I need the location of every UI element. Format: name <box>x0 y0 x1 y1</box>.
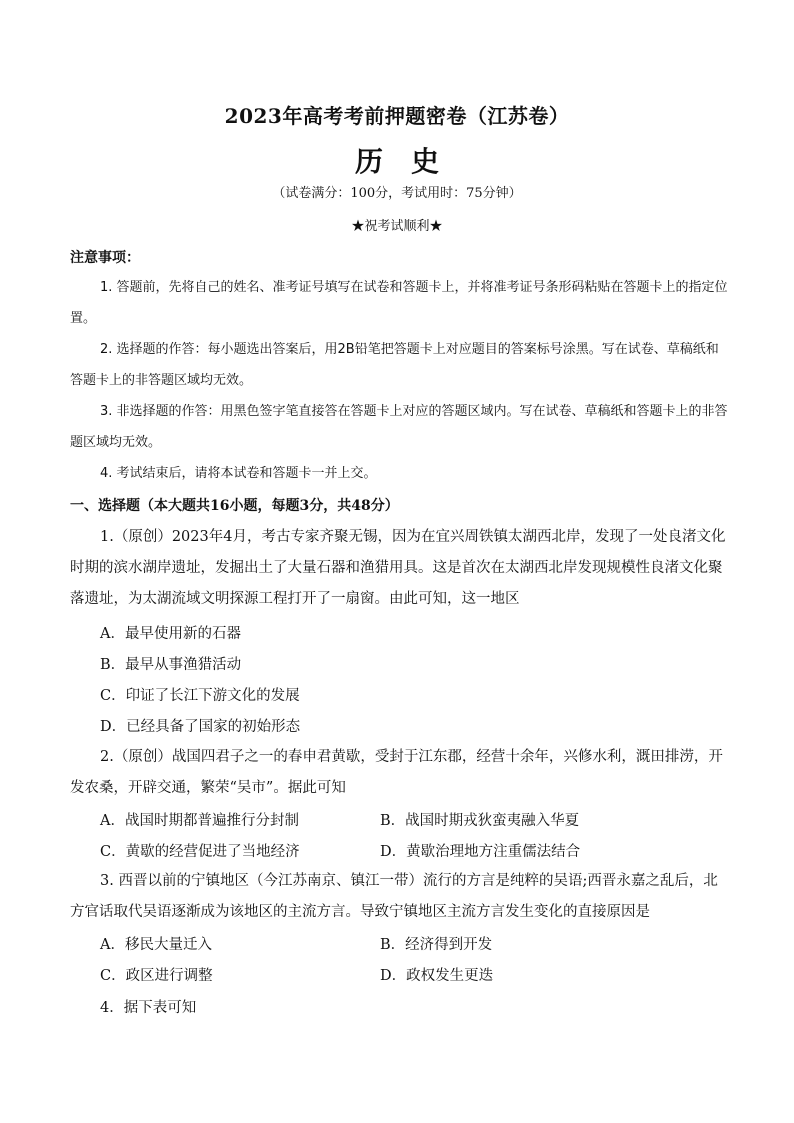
exam-title: 2023年高考考前押题密卷（江苏卷） <box>224 104 570 128</box>
q3-option-c: C．政区进行调整 <box>100 968 213 984</box>
notice-item: 1. 答题前，先将自己的姓名、准考证号填写在试卷和答题卡上，并将准考证号条形码粘贴在答题卡上的指定位置。 <box>70 280 728 326</box>
question-1-stem <box>70 522 730 615</box>
notice-heading: 注意事项： <box>70 250 140 266</box>
q1-option-b: B．最早从事渔猎活动 <box>100 657 242 673</box>
exam-wish: ★祝考试顺利★ <box>351 219 443 234</box>
question-stem: 2.（原创）战国四君子之一的春申君黄歇，受封于江东郡，经营十余年，兴修水利，溉田排涝，开发农桑，开辟交通，繁荣“吴市”。据此可知 <box>70 749 723 796</box>
notice-item: 3. 非选择题的作答：用黑色签字笔直接答在答题卡上对应的答题区域内。写在试卷、草稿纸和答题卡上的非答题区域均无效。 <box>70 404 728 450</box>
q2-option-a: A．战国时期都普遍推行分封制 <box>100 813 299 829</box>
q3-option-d: D．政权发生更迭 <box>380 968 494 984</box>
q1-option-c: C．印证了长江下游文化的发展 <box>100 688 300 704</box>
notice-item: 4. 考试结束后，请将本试卷和答题卡一并上交。 <box>100 466 377 481</box>
notice-item: 2. 选择题的作答：每小题选出答案后，用2B铅笔把答题卡上对应题目的答案标号涂黑。写在试卷、草稿纸和答题卡上的非答题区域均无效。 <box>70 342 719 388</box>
question-stem: 3. 西晋以前的宁镇地区（今江苏南京、镇江一带）流行的方言是纯粹的吴语;西晋永嘉之乱后，北方官话取代吴语逐渐成为该地区的主流方言。导致宁镇地区主流方言发生变化的直接原因是 <box>70 873 718 920</box>
section-heading: 一、选择题（本大题共16小题，每题3分，共48分） <box>70 498 399 514</box>
exam-subject: 历史 <box>354 145 467 178</box>
q1-option-a: A．最早使用新的石器 <box>100 626 241 642</box>
q1-option-d: D．已经具备了国家的初始形态 <box>100 719 301 735</box>
notice-list <box>70 272 728 489</box>
question-3-stem <box>70 866 730 928</box>
exam-meta: （试卷满分：100分，考试用时：75分钟） <box>272 186 522 201</box>
question-stem: 1.（原创）2023年4月，考古专家齐聚无锡，因为在宜兴周铁镇太湖西北岸，发现了一处良渚文化时期的滨水湖岸遗址，发掘出土了大量石器和渔猎用具。这是首次在太湖西北岸发现规模性良渚文化聚落遗址，为太湖流域文明探源工程打开了一扇窗。由此可知，这一地区 <box>70 529 726 607</box>
q3-option-a: A．移民大量迁入 <box>100 937 212 953</box>
q2-option-d: D．黄歇治理地方注重儒法结合 <box>380 844 581 860</box>
question-2-stem <box>70 742 730 804</box>
q2-option-b: B．战国时期戎狄蛮夷融入华夏 <box>380 813 580 829</box>
q3-option-b: B．经济得到开发 <box>380 937 493 953</box>
q2-option-c: C．黄歇的经营促进了当地经济 <box>100 844 300 860</box>
question-4-stem: 4．据下表可知 <box>100 1000 197 1016</box>
